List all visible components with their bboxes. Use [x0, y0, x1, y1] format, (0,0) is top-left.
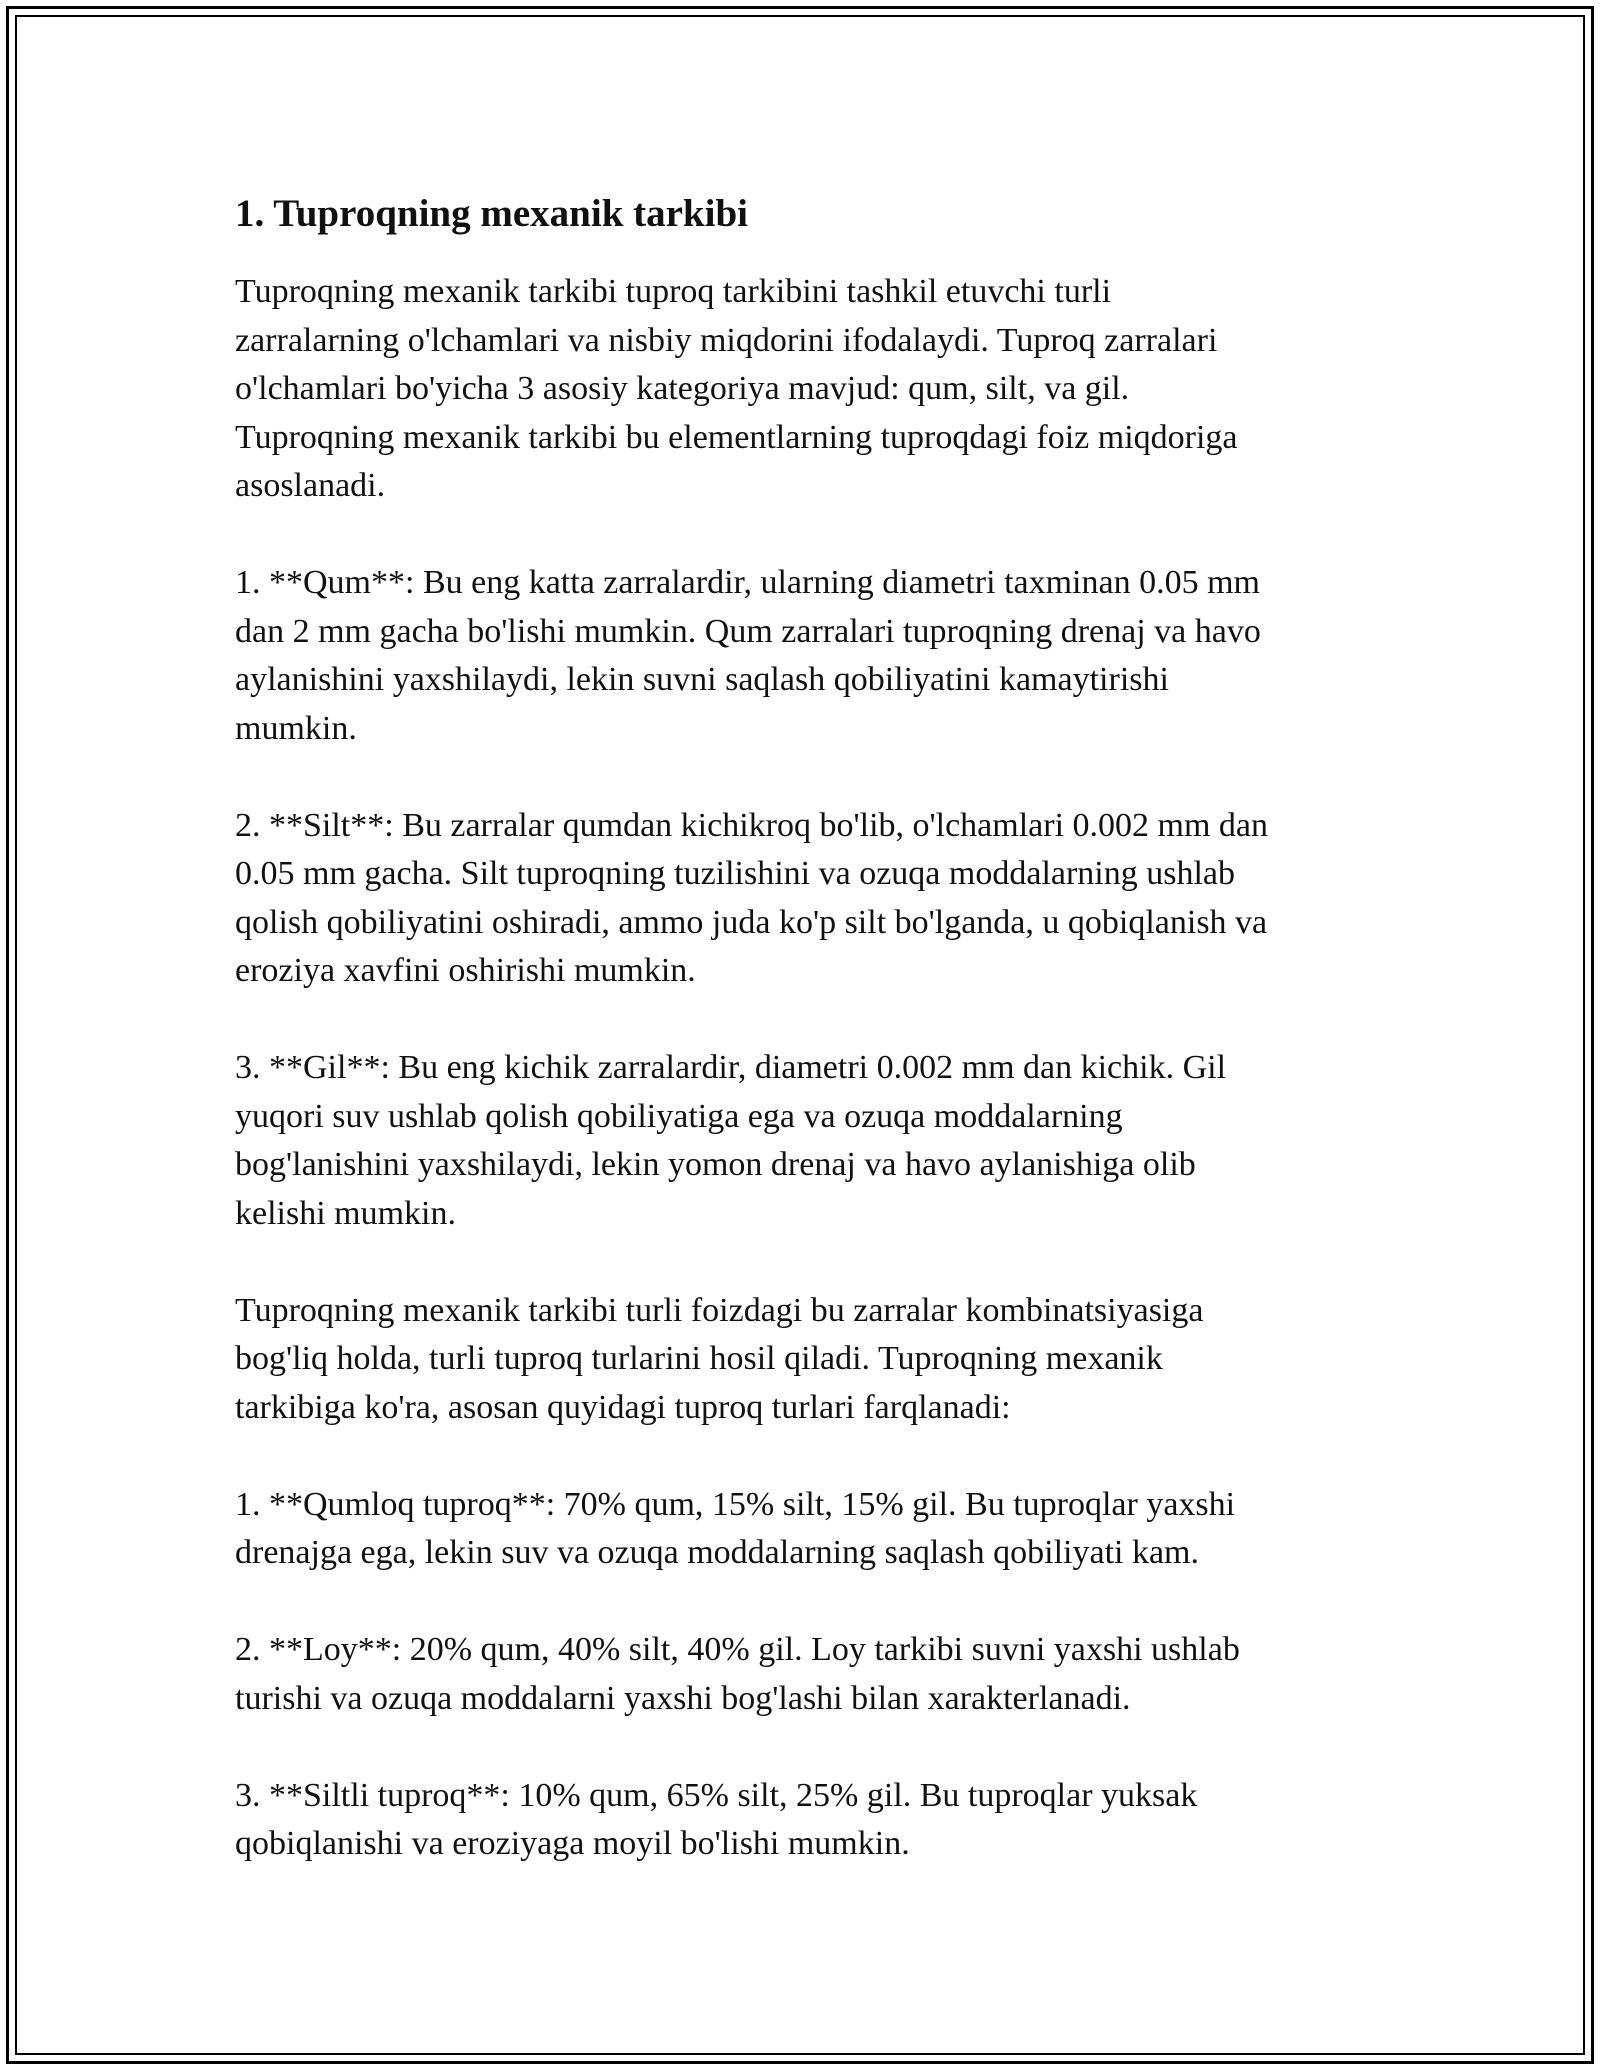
- list-item-loy: 2. **Loy**: 20% qum, 40% silt, 40% gil. Loy tarkibi suvni yaxshi ushlab turishi va ozuqa moddalarni yaxshi bog'lashi bilan xarakterlanadi.: [235, 1631, 1240, 1717]
- paragraph-gap: [235, 1432, 1375, 1481]
- paragraph-gap: [235, 996, 1375, 1045]
- soil-types-paragraph: Tuproqning mexanik tarkibi turli foizdagi bu zarralar kombinatsiyasiga bog'liq holda, turli tuproq turlarini hosil qiladi. Tuproqning mexanik tarkibiga ko'ra, asosan quyidagi tuproq turlari farqlanadi:: [235, 1291, 1204, 1426]
- paragraph-gap: [235, 1723, 1375, 1772]
- list-item-silt: 2. **Silt**: Bu zarralar qumdan kichikroq bo'lib, o'lchamlari 0.002 mm dan 0.05 mm gacha. Silt tuproqning tuzilishini va ozuqa moddalarning ushlab qolish qobiliyatini oshiradi, ammo juda ko'p silt bo'lganda, u qobiqlanish va eroziya xavfini oshirishi mumkin.: [235, 806, 1268, 989]
- list-item-qum: 1. **Qum**: Bu eng katta zarralardir, ularning diametri taxminan 0.05 mm dan 2 mm gacha bo'lishi mumkin. Qum zarralari tuproqning drenaj va havo aylanishini yaxshilaydi, lekin suvni saqlash qobiliyatini kamaytirishi mumkin.: [235, 564, 1261, 747]
- paragraph-gap: [235, 1578, 1375, 1627]
- document-title: 1. Tuproqning mexanik tarkibi: [235, 192, 748, 235]
- list-item-siltli-tuproq: 3. **Siltli tuproq**: 10% qum, 65% silt, 25% gil. Bu tuproqlar yuksak qobiqlanishi va eroziyaga moyil bo'lishi mumkin.: [235, 1776, 1198, 1862]
- intro-paragraph: Tuproqning mexanik tarkibi tuproq tarkibini tashkil etuvchi turli zarralarning o'lchamlari va nisbiy miqdorini ifodalaydi. Tuproq zarralari o'lchamlari bo'yicha 3 asosiy kategoriya mavjud: qum, silt, va gil. Tuproqning mexanik tarkibi bu elementlarning tuproqdagi foiz miqdoriga asoslanadi.: [235, 273, 1238, 504]
- list-item-gil: 3. **Gil**: Bu eng kichik zarralardir, diametri 0.002 mm dan kichik. Gil yuqori suv ushlab qolish qobiliyatiga ega va ozuqa moddalarning bog'lanishini yaxshilaydi, lekin yomon drenaj va havo aylanishiga olib kelishi mumkin.: [235, 1049, 1227, 1232]
- list-item-qumloq-tuproq: 1. **Qumloq tuproq**: 70% qum, 15% silt, 15% gil. Bu tuproqlar yaxshi drenajga ega, lekin suv va ozuqa moddalarning saqlash qobiliyati kam.: [235, 1485, 1236, 1571]
- paragraph-gap: [235, 1238, 1375, 1287]
- paragraph-gap: [235, 753, 1375, 802]
- paragraph-gap: [235, 511, 1375, 560]
- document-body: [235, 182, 1375, 1869]
